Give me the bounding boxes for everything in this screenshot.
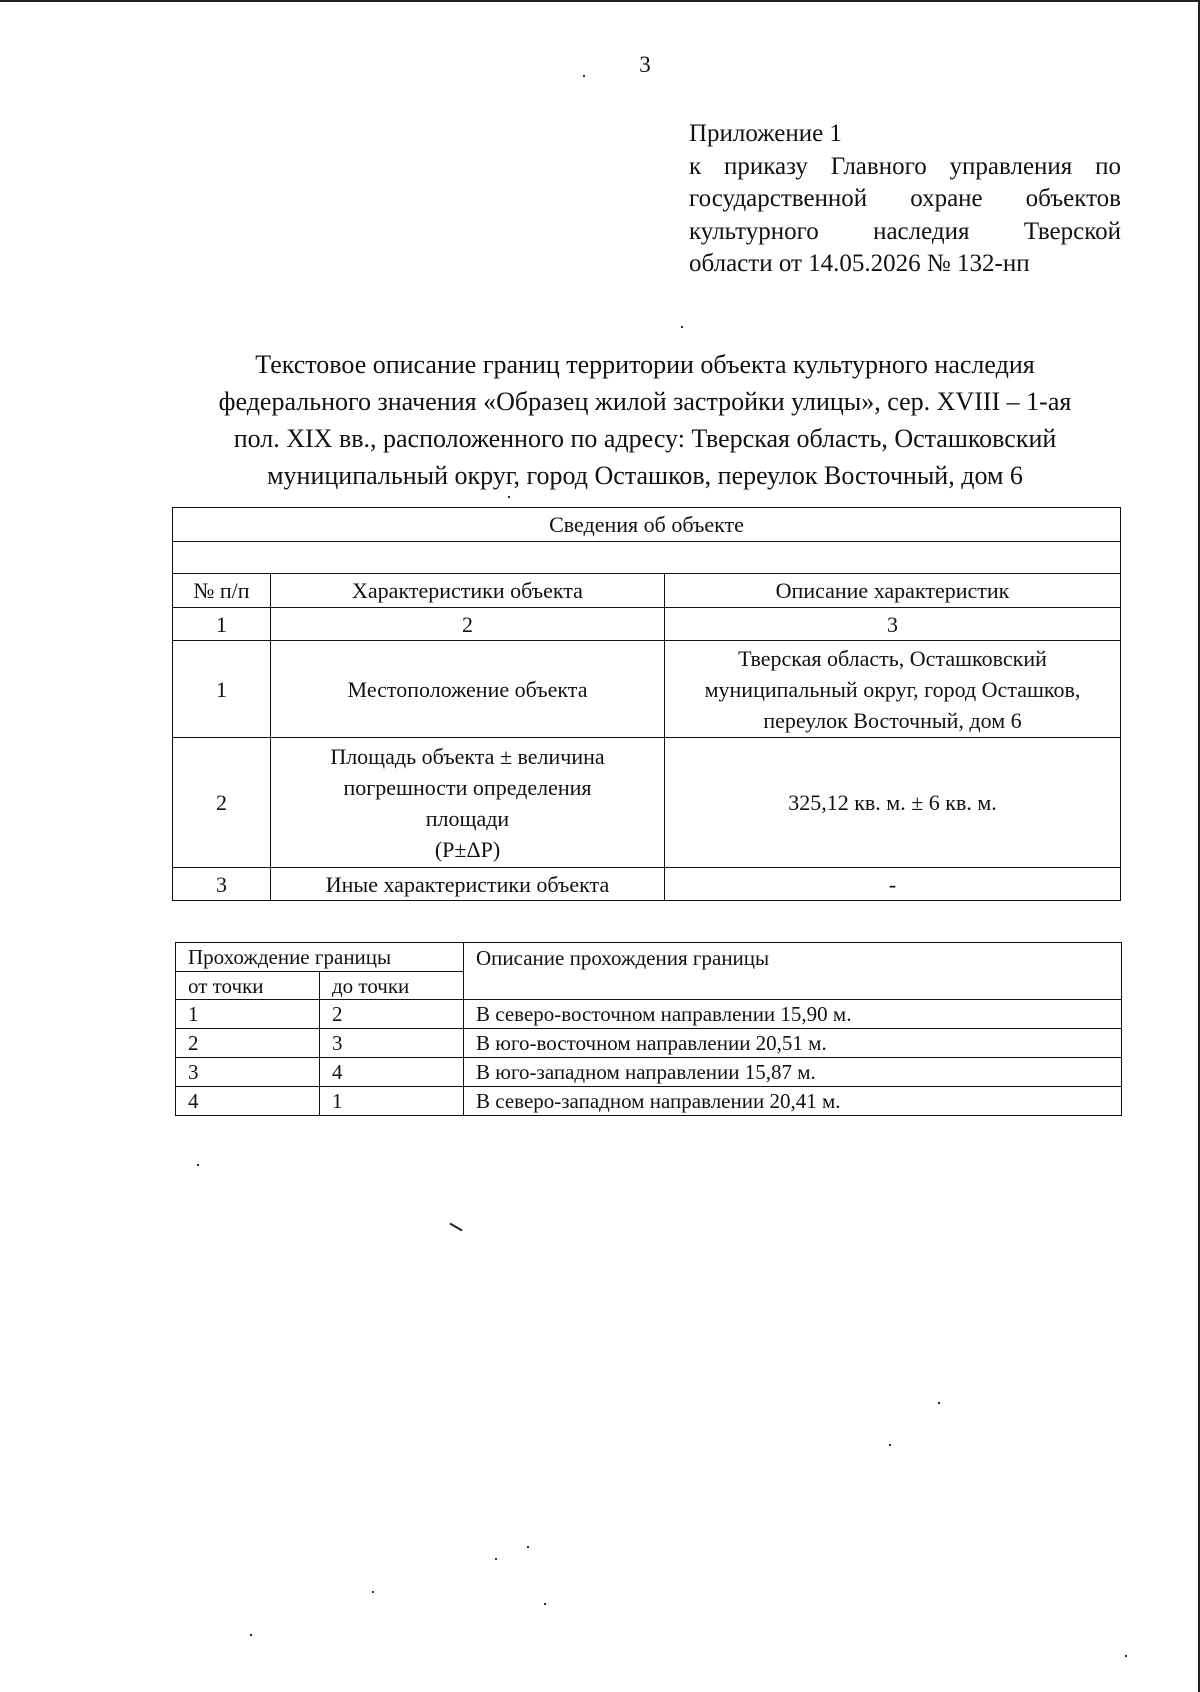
page-number: 3 xyxy=(639,52,651,77)
appendix-line: к приказу Главного управления по xyxy=(689,152,1121,180)
table-row xyxy=(176,1000,1122,1029)
cell-line: погрешности определения xyxy=(343,774,592,800)
appendix-header xyxy=(689,118,1121,281)
table-caption: Сведения об объекте xyxy=(173,508,1121,542)
scan-speck xyxy=(583,75,585,77)
header-description: Описание характеристик xyxy=(665,574,1121,608)
segment-description: В северо-восточном направлении 15,90 м. xyxy=(464,1000,1122,1029)
scan-speck xyxy=(938,1402,940,1404)
row-number: 2 xyxy=(173,738,271,868)
row-number: 3 xyxy=(173,868,271,901)
header-boundary-passage: Прохождение границы xyxy=(176,943,464,972)
cell-line: (P±ΔP) xyxy=(434,836,501,862)
scan-speck xyxy=(1125,1655,1127,1657)
description-cell xyxy=(665,641,1121,738)
boundary-route-table xyxy=(175,942,1122,1116)
to-point: 4 xyxy=(320,1058,464,1087)
segment-description: В юго-западном направлении 15,87 м. xyxy=(464,1058,1122,1087)
scan-speck xyxy=(889,1444,891,1446)
header-to-point: до точки xyxy=(320,972,464,1000)
cell-line: Тверская область, Осташковский xyxy=(738,645,1047,671)
column-numbering-row xyxy=(173,608,1121,641)
header-characteristic: Характеристики объекта xyxy=(271,574,665,608)
appendix-line: области от 14.05.2026 № 132-нп xyxy=(689,250,1030,277)
title-line: муниципальный округ, город Осташков, переулок Восточный, дом 6 xyxy=(267,461,1023,490)
column-number: 2 xyxy=(271,608,665,641)
scan-speck xyxy=(372,1591,374,1593)
appendix-line: государственной охране объектов xyxy=(689,185,1121,212)
description-cell xyxy=(665,738,1121,868)
scan-speck xyxy=(495,1558,497,1560)
scan-speck xyxy=(197,1164,199,1166)
empty-row xyxy=(173,542,1121,574)
header-boundary-description: Описание прохождения границы xyxy=(464,943,1122,1000)
characteristic-cell xyxy=(271,868,665,901)
appendix-line: Приложение 1 xyxy=(689,120,842,147)
title-line: Текстовое описание границ территории объекта культурного наследия xyxy=(255,350,1035,379)
scan-speck xyxy=(527,1546,529,1548)
to-point: 3 xyxy=(320,1029,464,1058)
cell-line: - xyxy=(888,871,897,897)
column-number: 1 xyxy=(173,608,271,641)
table-row xyxy=(173,868,1121,901)
route-header-row xyxy=(176,943,1122,972)
header-from-point: от точки xyxy=(176,972,320,1000)
table-row xyxy=(173,738,1121,868)
cell-line: переулок Восточный, дом 6 xyxy=(763,707,1022,733)
table-row xyxy=(173,641,1121,738)
scan-speck xyxy=(681,326,683,328)
cell-line: муниципальный округ, город Осташков, xyxy=(704,676,1081,702)
row-number: 1 xyxy=(173,641,271,738)
table-row xyxy=(176,1058,1122,1087)
to-point: 2 xyxy=(320,1000,464,1029)
from-point: 4 xyxy=(176,1087,320,1116)
title-line: федерального значения «Образец жилой застройки улицы», сер. XVIII – 1-ая xyxy=(218,387,1072,416)
appendix-line: культурного наследия Тверской xyxy=(689,217,1121,245)
to-point: 1 xyxy=(320,1087,464,1116)
cell-line: Иные характеристики объекта xyxy=(325,871,610,897)
cell-line: Местоположение объекта xyxy=(347,676,588,702)
characteristic-cell xyxy=(271,738,665,868)
table-header-row xyxy=(173,574,1121,608)
column-number: 3 xyxy=(665,608,1121,641)
from-point: 1 xyxy=(176,1000,320,1029)
characteristic-cell xyxy=(271,641,665,738)
scan-speck xyxy=(508,496,510,498)
scan-edge-top xyxy=(0,0,1200,2)
cell-line: площади xyxy=(425,805,510,831)
object-info-table xyxy=(172,507,1121,901)
segment-description: В северо-западном направлении 20,41 м. xyxy=(464,1087,1122,1116)
cell-line: 325,12 кв. м. ± 6 кв. м. xyxy=(788,790,997,815)
scan-speck xyxy=(544,1603,546,1605)
header-number: № п/п xyxy=(173,574,271,608)
cell-line: Площадь объекта ± величина xyxy=(330,743,605,769)
table-row xyxy=(176,1087,1122,1116)
description-cell xyxy=(665,868,1121,901)
document-title xyxy=(160,346,1130,494)
title-line: пол. XIX вв., расположенного по адресу: Тверская область, Осташковский xyxy=(233,424,1057,453)
segment-description: В юго-восточном направлении 20,51 м. xyxy=(464,1029,1122,1058)
table-row xyxy=(176,1029,1122,1058)
from-point: 2 xyxy=(176,1029,320,1058)
from-point: 3 xyxy=(176,1058,320,1087)
scan-speck xyxy=(250,1634,252,1636)
scan-artifact xyxy=(449,1223,462,1232)
